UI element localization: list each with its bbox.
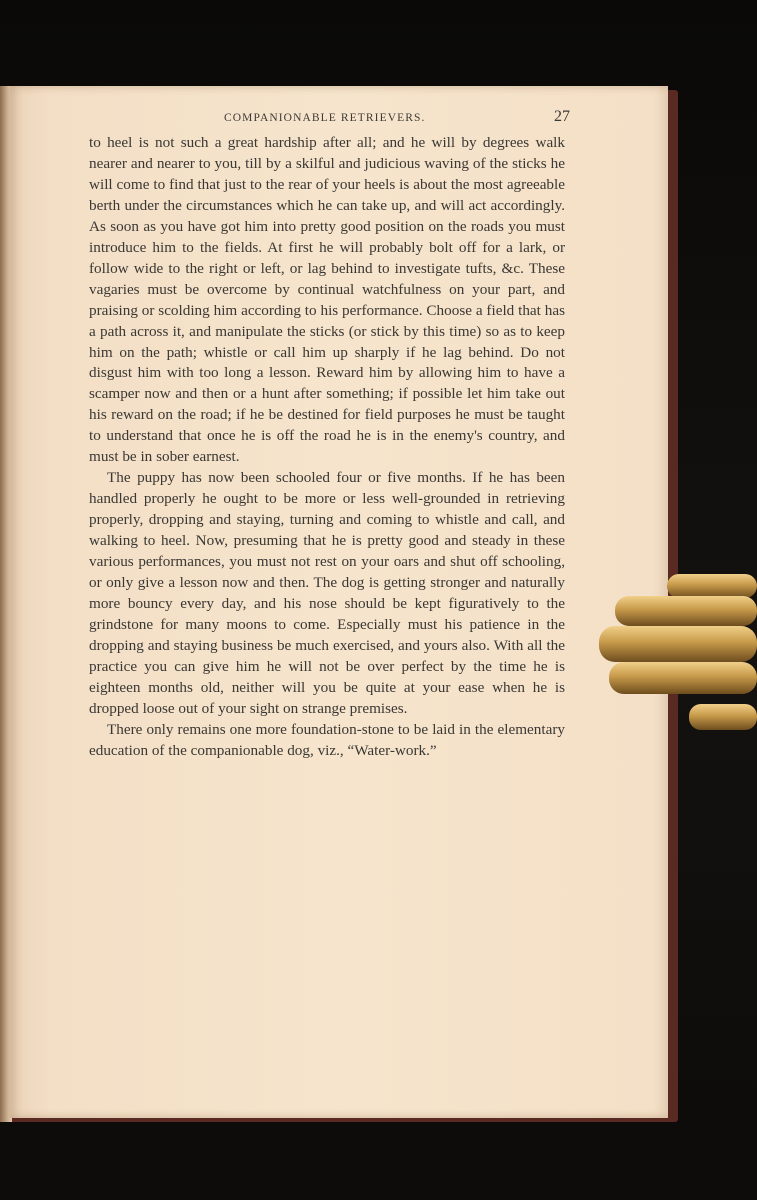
table-surface — [0, 1122, 757, 1200]
paragraph-3: There only remains one more foundation-stone to be laid in the elementary education of the companionable dog, viz., “Water-work.” — [89, 720, 565, 759]
brass-hand-thumb — [689, 704, 757, 730]
running-title: COMPANIONABLE RETRIEVERS. — [224, 112, 426, 124]
paragraph-2: The puppy has now been schooled four or five months. If he has been handled properly he ought to be more or less well-grounded in retrieving properly, dropping and staying, turning and coming to whistle and call, and walking to heel. Now, presuming that he is pretty good and steady in these various performances, you must not rest on your oars and shut off schooling, or only give a lesson now and then. The dog is getting stronger and naturally more bouncy every day, and his nose should be kept figuratively to the grindstone for many moons to come. Especially must his patience in the dropping and staying business be much exercised, and yours also. With all the practice you can give him he will not be over perfect by the time he is eighteen months old, neither will you be quite at your ease when he is dropped loose out of your sight on strange premises. — [89, 469, 565, 717]
running-head — [90, 108, 570, 126]
body-text — [89, 133, 565, 762]
brass-hand-top-finger — [667, 574, 757, 598]
paragraph-1: to heel is not such a great hardship after all; and he will by degrees walk nearer and nearer to you, till by a skilful and judicious waving of the sticks he will come to find that just to the rear of your heels is about the most agreeable berth under the circumstances which he can take up, and will act accordingly. As soon as you have got him into pretty good position on the roads you must introduce him to the fields. At first he will probably bolt off for a lark, or follow wide to the right or left, or lag behind to investigate tufts, &c. These vagaries must be overcome by continual watchfulness on your part, and praising or scolding him according to his performance. Choose a field that has a path across it, and manipulate the sticks (or stick by this time) so as to keep him on the path; whistle or call him up sharply if he lag behind. Do not disgust him with too long a lesson. Reward him by allowing him to have a scamper now and then or a hunt after something; if possible let him take out his reward on the road; if he be destined for field purposes he must be taught to understand that once he is off the road he is in the enemy's country, and must be in sober earnest. — [89, 134, 565, 466]
brass-hand-finger-1 — [615, 596, 757, 626]
brass-hand-finger-2 — [599, 626, 757, 662]
page-number: 27 — [554, 108, 570, 125]
brass-hand-icon — [597, 568, 757, 738]
brass-hand-finger-3 — [609, 662, 757, 694]
